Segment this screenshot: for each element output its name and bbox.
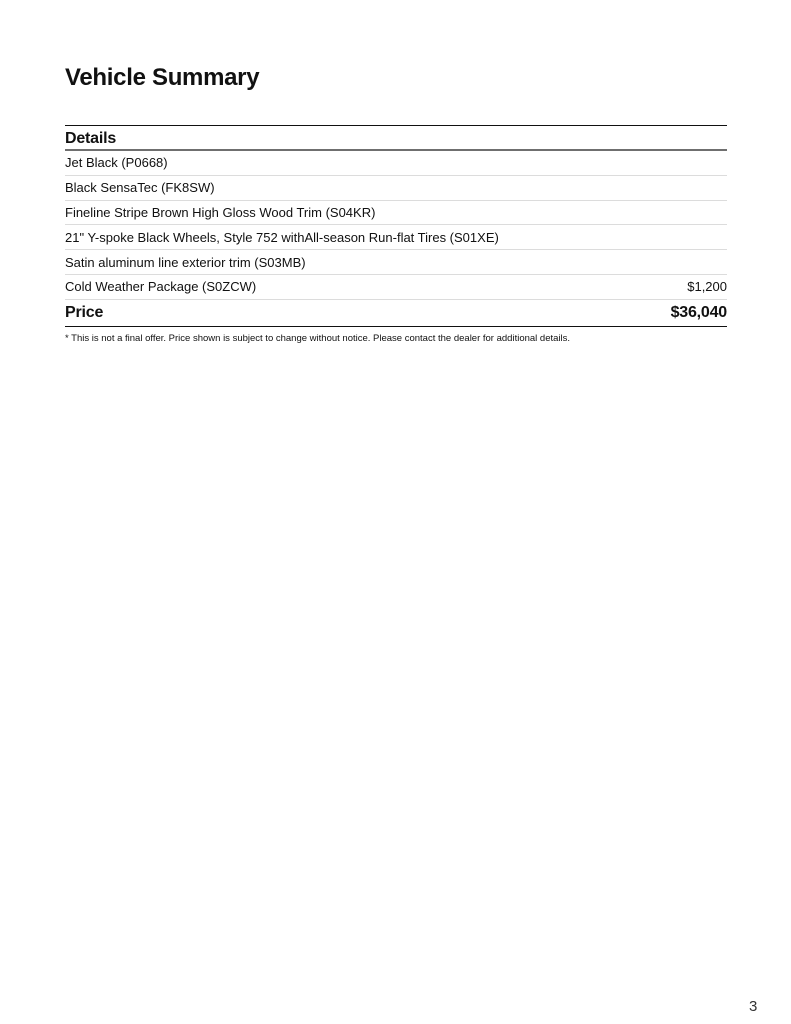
item-price: $1,200 [687,279,727,295]
total-price-label: Price [65,303,104,321]
table-row [65,151,727,176]
table-row [65,275,727,300]
item-label: 21" Y-spoke Black Wheels, Style 752 withAll-season Run-flat Tires (S01XE) [65,229,499,245]
total-price-value: $36,040 [670,303,727,321]
disclaimer-text: * This is not a final offer. Price shown is subject to change without notice. Please contact the dealer for additional details. [65,332,571,344]
total-price-row [65,300,727,327]
table-row [65,225,727,250]
item-label: Fineline Stripe Brown High Gloss Wood Trim (S04KR) [65,204,376,220]
table-row [65,176,727,201]
item-label: Cold Weather Package (S0ZCW) [65,279,257,295]
table-row [65,201,727,226]
item-label: Jet Black (P0668) [65,155,168,171]
item-label: Satin aluminum line exterior trim (S03MB) [65,254,306,270]
table-row [65,250,727,275]
vehicle-summary-table [65,125,727,344]
page-title: Vehicle Summary [65,64,260,91]
details-header: Details [65,125,727,151]
item-label: Black SensaTec (FK8SW) [65,180,215,196]
page-number: 3 [749,998,758,1015]
